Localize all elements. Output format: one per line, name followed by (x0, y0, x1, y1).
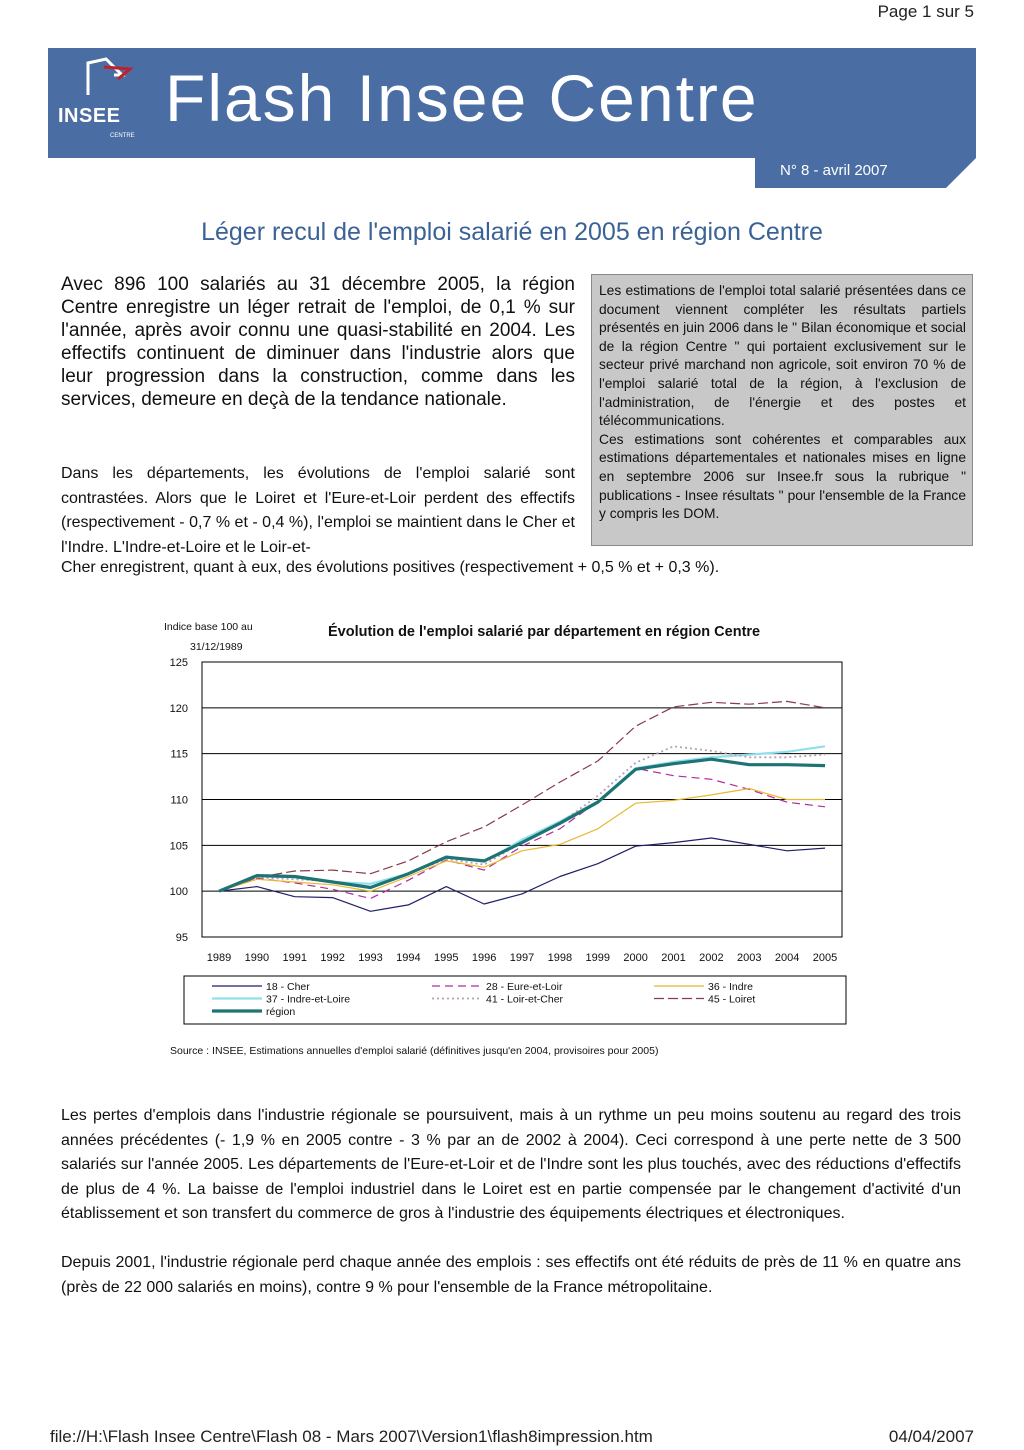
legend-label: région (266, 1006, 296, 1018)
y-tick-label: 120 (169, 702, 188, 715)
page-indicator: Page 1 sur 5 (877, 2, 974, 21)
x-tick-label: 1997 (509, 952, 535, 964)
x-tick-label: 1992 (320, 952, 345, 964)
publication-title: Flash Insee Centre (165, 61, 759, 135)
y-tick-label: 95 (175, 932, 188, 944)
x-tick-label: 1989 (206, 952, 232, 964)
legend-label: 41 - Loir-et-Cher (486, 993, 564, 1006)
article-headline: Léger recul de l'emploi salarié en 2005 en région Centre (201, 218, 823, 246)
chart-title: Évolution de l'emploi salarié par département en région Centre (328, 624, 761, 640)
y-tick-label: 100 (169, 886, 188, 899)
departments-paragraph: Dans les départements, les évolutions de l'emploi salarié sont contrastées. Alors que le Loiret et l'Eure-et-Loir perdent des effectifs (respectivement - 0,7 % et - 0,4 %), l'emploi se maintient dans le Cher et l'Indre. L'Indre-et-Loire et le Loir-et- (61, 465, 575, 556)
x-tick-label: 1995 (434, 952, 459, 964)
employment-chart (150, 612, 860, 1067)
methodology-note (591, 274, 973, 546)
x-tick-label: 1994 (396, 952, 421, 964)
methodology-note-p1: Les estimations de l'emploi total salarié présentées dans ce document viennent compléter les résultats partiels présentés en juin 2006 dans le " Bilan économique et social de la région Centre " qui portaient exclusivement sur le secteur privé marchand non agricole, soit environ 70 % de l'emploi salarié total de la région, à l'exclusion de l'administration, de l'énergie et des postes et télécommunications. (599, 283, 966, 429)
x-tick-label: 2003 (737, 952, 762, 964)
y-tick-label: 125 (169, 657, 188, 669)
issue-label: N° 8 - avril 2007 (780, 162, 888, 179)
legend-label: 37 - Indre-et-Loire (266, 993, 351, 1006)
x-tick-label: 1999 (585, 952, 610, 964)
logo-mark-icon (58, 55, 140, 105)
industry-paragraph: Les pertes d'emplois dans l'industrie régionale se poursuivent, mais à un rythme un peu moins soutenu au regard des trois années précédentes (- 1,9 % en 2005 contre - 3 % par an de 2002 à 2004). Ceci correspond à une perte nette de 3 500 salariés sur l'année 2005. Les départements de l'Eure-et-Loir et de l'Indre sont les plus touchés, avec des réductions d'effectifs de plus de 4 %. La baisse de l'emploi industriel dans le Loiret est en partie compensée par le changement d'activité d'un établissement et son transfert du commerce de gros à l'industrie des équipements électriques et électroniques. (61, 1107, 961, 1222)
footer-date: 04/04/2007 (888, 1427, 974, 1446)
chart-svg (150, 612, 860, 1067)
x-tick-label: 1990 (244, 952, 270, 964)
intro-paragraph: Avec 896 100 salariés au 31 décembre 2005, la région Centre enregistre un léger retrait de l'emploi, de 0,1 % sur l'année, après avoir connu une quasi-stabilité en 2004. Les effectifs continuent de diminuer dans l'industrie alors que leur progression dans la construction, comme dans les services, demeure en deçà de la tendance nationale. (61, 274, 575, 410)
y-axis-label-line2: 31/12/1989 (190, 641, 243, 653)
x-tick-label: 2000 (623, 952, 648, 964)
y-tick-label: 110 (170, 794, 188, 807)
departments-paragraph-end: Cher enregistrent, quant à eux, des évolutions positives (respectivement + 0,5 % et + 0,3 %). (61, 559, 720, 576)
x-tick-label: 1991 (282, 952, 307, 964)
issue-tab (755, 158, 976, 188)
x-tick-label: 2005 (812, 952, 838, 964)
x-tick-label: 1996 (471, 952, 497, 964)
y-tick-label: 115 (170, 748, 188, 761)
x-tick-label: 2004 (774, 952, 800, 964)
legend-label: 18 - Cher (266, 981, 310, 993)
insee-logo (58, 55, 140, 150)
chart-source-note: Source : INSEE, Estimations annuelles d'emploi salarié (définitives jusqu'en 2004, provisoires pour 2005) (170, 1045, 659, 1057)
x-tick-label: 2002 (699, 952, 724, 964)
legend-label: 45 - Loiret (708, 993, 756, 1006)
y-tick-label: 105 (169, 840, 188, 853)
logo-text: INSEE (58, 105, 121, 127)
x-tick-label: 1998 (547, 952, 573, 964)
x-tick-label: 2001 (661, 952, 686, 964)
y-axis-label-line1: Indice base 100 au (164, 621, 253, 633)
footer-file-path: file://H:\Flash Insee Centre\Flash 08 - Mars 2007\Version1\flash8impression.htm (50, 1427, 653, 1446)
x-tick-label: 1993 (358, 952, 383, 964)
industry-trend-paragraph: Depuis 2001, l'industrie régionale perd chaque année des emplois : ses effectifs ont été réduits de près de 11 % en quatre ans (près de 22 000 salariés en moins), contre 9 % pour l'ensemble de la France métropolitaine. (61, 1254, 961, 1296)
legend-label: 28 - Eure-et-Loir (486, 981, 563, 993)
logo-subtext: CENTRE (110, 133, 135, 139)
legend-label: 36 - Indre (708, 981, 753, 993)
methodology-note-p2: Ces estimations sont cohérentes et comparables aux estimations départementales et nationales mises en ligne en septembre 2006 sur Insee.fr sous la rubrique " publications - Insee résultats " pour l'ensemble de la France y compris les DOM. (599, 431, 966, 522)
